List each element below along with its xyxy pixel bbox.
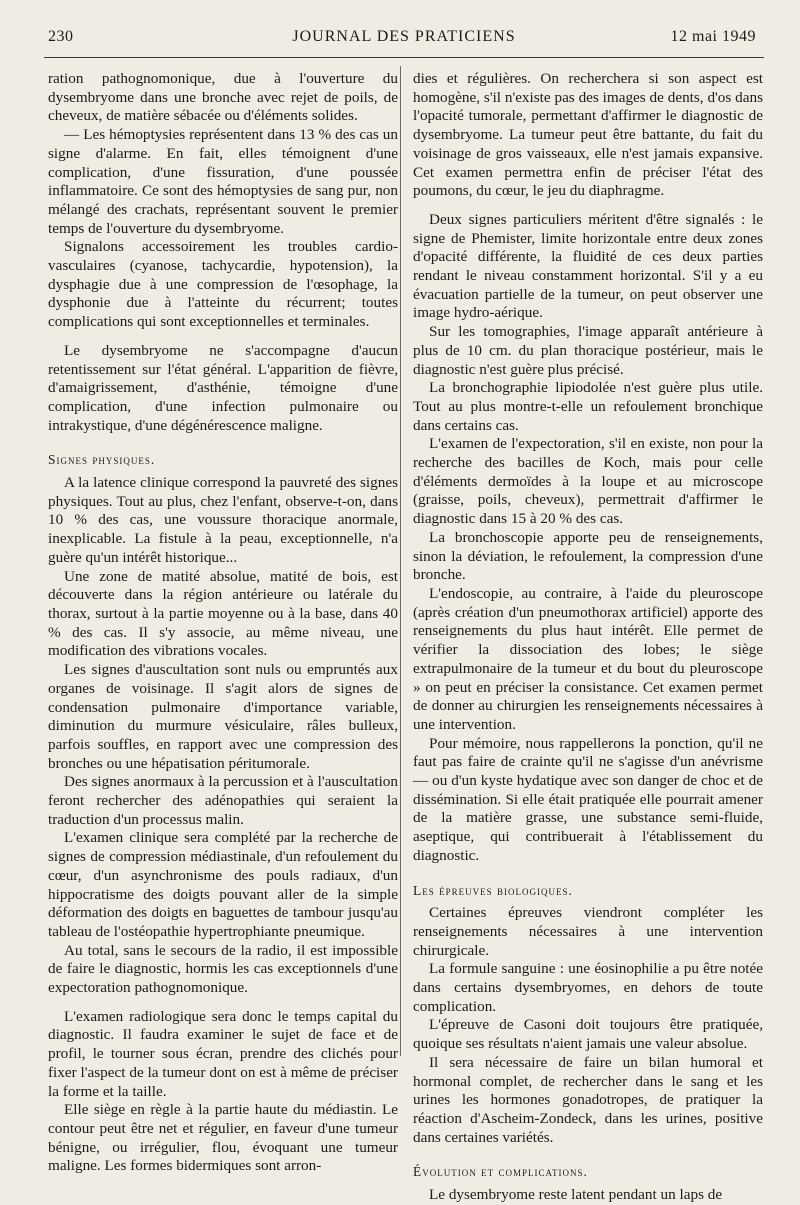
paragraph: L'examen radiologique sera donc le temps capital du diagnostic. Il faudra examiner le sujet de face et de profil, le tourner sous écran, prendre des clichés pour fixer l'aspect de la tumeur dont on est à même de préciser la forme et la taille. [48,1007,398,1100]
paragraph: Une zone de matité absolue, matité de bois, est découverte dans la région antérieure ou latérale du thorax, surtout à la partie moyenne ou à la base, dans 40 % des cas. Il s'y associe, au même niveau, une modification des vibrations vocales. [48,567,398,660]
journal-title: JOURNAL DES PRATICIENS [292,28,516,45]
paragraph: Le dysembryome ne s'accompagne d'aucun retentissement sur l'état général. L'apparition de fièvre, d'amaigrissement, d'asthénie, témoigne d'une complication, d'une infection pulmonaire ou intrakystique, d'une dégénérescence maligne. [48,341,398,434]
paragraph: — Les hémoptysies représentent dans 13 % des cas un signe d'alarme. En fait, elles témoignent d'une complication, d'une fissuration, d'une poussée inflammatoire. Ce sont des hémoptysies de sang pur, non mélangé des crachats, représentant souvent le premier temps de l'ouverture du dysembryome. [48,126,398,237]
paragraph: Le dysembryome reste latent pendant un laps de [429,1186,723,1204]
paragraph: Pour mémoire, nous rappellerons la ponction, qu'il ne faut pas faire de crainte qu'il ne s'agisse d'un anévrisme — ou d'un kyste hydatique avec son danger de choc et de dissémination. Si elle était pratiquée elle pourrait amener de la matière grasse, une substance semi-fluide, aseptique, qui contribuerait à l'établissement du diagnostic. [413,734,763,864]
paragraph: La formule sanguine : une éosinophilie a pu être notée dans certains dysembryomes, en dehors de toute complication. [413,960,763,1015]
paragraph: Il sera nécessaire de faire un bilan humoral et hormonal complet, de rechercher dans le sang et les urines les hormones gonadotropes, de pratiquer la réaction d'Ascheim-Zondeck, dans les urines, positive dans certaines variétés. [413,1053,763,1146]
paragraph: Signalons accessoirement les troubles cardio-vasculaires (cyanose, tachycardie, hypotension), la dysphagie due à une compression de l'œsophage, la dysphonie due à l'atteinte du récurrent; toutes complications qui sont exceptionnelles et terminales. [48,238,398,331]
paragraph: La bronchographie lipiodolée n'est guère plus utile. Tout au plus montre-t-elle un refoulement bronchique dans certains cas. [413,379,763,434]
paragraph: L'endoscopie, au contraire, à l'aide du pleuroscope (après création d'un pneumothorax artificiel) apporte des renseignements du plus haut intérêt. Elle permet de vérifier la dissociation des lobes; le siège extrapulmonaire de la tumeur et du bout du pleuroscope » on peut en préciser la consistance. Cet examen permet de donner au chirurgien les renseignements nécessaires à une intervention. [413,584,763,733]
section-heading: Évolution et complications. [413,1164,588,1180]
paragraph: L'examen clinique sera complété par la recherche de signes de compression médiastinale, d'un refoulement du cœur, d'un asynchronisme des pouls radiaux, d'un hippocratisme des doigts pouvant aller de la simple déformation des doigts en baguettes de tambour jusqu'au tableau de l'ostéopathie hypertrophiante pneumique. [48,829,398,940]
paragraph: Les signes d'auscultation sont nuls ou empruntés aux organes de voisinage. Il s'agit alors de signes de condensation pulmonaire d'importance variable, diminution du murmure vésiculaire, râles bulleux, parfois souffles, en rapport avec une compression des bronches ou une hépatisation péritumorale. [48,661,398,772]
paragraph: L'épreuve de Casoni doit toujours être pratiquée, quoique ses résultats n'aient jamais une valeur absolue. [413,1016,763,1053]
paragraph: dies et régulières. On recherchera si son aspect est homogène, s'il n'existe pas des images de dents, d'os dans l'opacité tumorale, permettant d'affirmer le diagnostic de dysembryome. La tumeur peut être battante, du fait du voisinage de gros vaisseaux, elle n'est jamais expansive. Cet examen permettra enfin de préciser l'état des poumons, du cœur, le jeu du diaphragme. [413,70,763,200]
paragraph: A la latence clinique correspond la pauvreté des signes physiques. Tout au plus, chez l'enfant, observe-t-on, dans 10 % des cas, une voussure thoracique anormale, inexplicable. La fistule à la peau, exceptionnelle, n'a guère qu'un intérêt historique... [48,474,398,566]
paragraph: Des signes anormaux à la percussion et à l'auscultation feront rechercher des adénopathies qui seraient la traduction d'un processus malin. [48,773,398,828]
right-column [413,70,763,1205]
paragraph: Certaines épreuves viendront compléter les renseignements nécessaires à une intervention chirurgicale. [413,904,763,959]
paragraph: La bronchoscopie apporte peu de renseignements, sinon la déviation, le refoulement, la compression d'une bronche. [413,528,763,584]
paragraph: Deux signes particuliers méritent d'être signalés : le signe de Phemister, limite horizontale entre deux zones d'opacité différente, la fluidité de ces deux parties rendant le niveau constamment horizontal. S'il y a eu évacuation partielle de la tumeur, on peut observer une image hydro-aérique. [413,210,763,322]
column-divider [400,66,401,1056]
paragraph: Elle siège en règle à la partie haute du médiastin. Le contour peut être net et régulier, en faveur d'une tumeur bénigne, ou irrégulier, flou, évoquant une tumeur maligne. Les formes bidermiques sont arron- [48,1101,398,1175]
section-heading: Signes physiques. [48,452,156,468]
page-header [44,22,764,52]
paragraph: L'examen de l'expectoration, s'il en existe, non pour la recherche des bacilles de Koch, mais pour celle d'éléments dermoïdes à la loupe et au microscope (graisse, poils, cheveux), permettrait d'affirmer le diagnostic dans 15 à 20 % des cas. [413,435,763,528]
page-number: 230 [48,28,74,45]
issue-date: 12 mai 1949 [670,28,756,45]
paragraph: Sur les tomographies, l'image apparaît antérieure à plus de 10 cm. du plan thoracique postérieur, mais le diagnostic n'est guère plus précisé. [413,323,763,378]
section-heading: Les épreuves biologiques. [413,882,573,898]
left-column [48,70,398,1176]
paragraph: Au total, sans le secours de la radio, il est impossible de faire le diagnostic, hormis les cas exceptionnels d'une expectoration pathognomonique. [48,941,398,997]
header-rule [44,57,764,58]
paragraph: ration pathognomonique, due à l'ouverture du dysembryome dans une bronche avec rejet de poils, de cheveux, de matière sébacée ou d'éléments solides. [48,70,398,125]
